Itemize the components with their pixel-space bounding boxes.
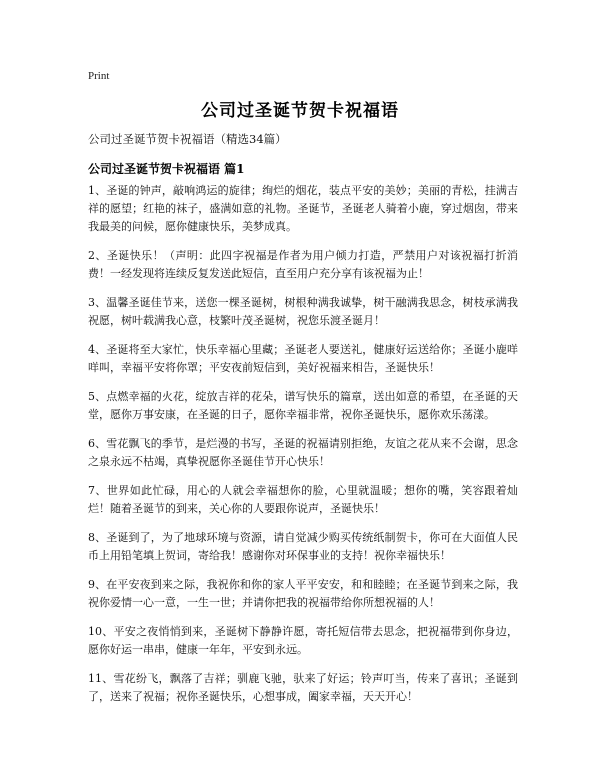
paragraph: 7、世界如此忙碌，用心的人就会幸福想你的脸，心里就温暖；想你的嘴，笑容跟着灿烂！随着圣诞节的到来，关心你的人要跟你说声，圣诞快乐！ xyxy=(88,484,518,515)
document-title: 公司过圣诞节贺卡祝福语 xyxy=(201,101,399,121)
paragraph: 11、雪花纷飞，飘落了吉祥；驯鹿飞驰，驮来了好运；铃声叮当，传来了喜讯；圣诞到了，送来了祝福；祝你圣诞快乐，心想事成，阖家幸福，天天开心！ xyxy=(88,672,518,703)
paragraph-list xyxy=(88,182,518,717)
print-link[interactable]: Print xyxy=(88,70,110,82)
section-heading: 公司过圣诞节贺卡祝福语 篇1 xyxy=(88,162,245,176)
document-subtitle: 公司过圣诞节贺卡祝福语（精选34篇） xyxy=(88,132,287,146)
paragraph: 6、雪花飘飞的季节，是烂漫的书写，圣诞的祝福请别拒绝，友谊之花从来不会谢，思念之泉永远不枯竭，真挚祝愿你圣诞佳节开心快乐！ xyxy=(88,437,518,468)
paragraph: 5、点燃幸福的火花，绽放吉祥的花朵，谱写快乐的篇章，送出如意的希望，在圣诞的天堂，愿你万事安康，在圣诞的日子，愿你幸福非常，祝你圣诞快乐，愿你欢乐荡漾。 xyxy=(88,390,518,421)
paragraph: 3、温馨圣诞佳节来，送您一棵圣诞树，树根种满我诚挚，树干融满我思念，树枝承满我祝愿，树叶载满我心意，枝繁叶茂圣诞树，祝您乐渡圣诞月！ xyxy=(88,296,518,327)
paragraph: 4、圣诞将至大家忙，快乐幸福心里藏；圣诞老人要送礼，健康好运送给你；圣诞小鹿咩咩叫，幸福平安将你罩；平安夜前短信到，美好祝福来相告，圣诞快乐！ xyxy=(88,343,518,374)
paragraph: 2、圣诞快乐！（声明：此四字祝福是作者为用户倾力打造，严禁用户对该祝福打折消费！一经发现将连续反复发送此短信，直至用户充分享有该祝福为止！ xyxy=(88,249,518,280)
paragraph: 1、圣诞的钟声，敲响鸿运的旋律；绚烂的烟花，装点平安的美妙；美丽的青松，挂满吉祥的愿望；红艳的袜子，盛满如意的礼物。圣诞节，圣诞老人骑着小鹿，穿过烟囱，带来我最美的问候，愿你健康快乐，美梦成真。 xyxy=(88,184,518,233)
paragraph: 10、平安之夜悄悄到来，圣诞树下静静许愿，寄托短信带去思念，把祝福带到你身边，愿你好运一串串，健康一年年，平安到永远。 xyxy=(88,625,518,656)
paragraph: 8、圣诞到了，为了地球环境与资源，请自觉减少购买传统纸制贺卡，你可在大面值人民币上用铅笔填上贺词，寄给我！感谢你对环保事业的支持！祝你幸福快乐！ xyxy=(88,531,518,562)
paragraph: 9、在平安夜到来之际，我祝你和你的家人平平安安，和和睦睦；在圣诞节到来之际，我祝你爱情一心一意，一生一世；并请你把我的祝福带给你所想祝福的人！ xyxy=(88,578,518,609)
